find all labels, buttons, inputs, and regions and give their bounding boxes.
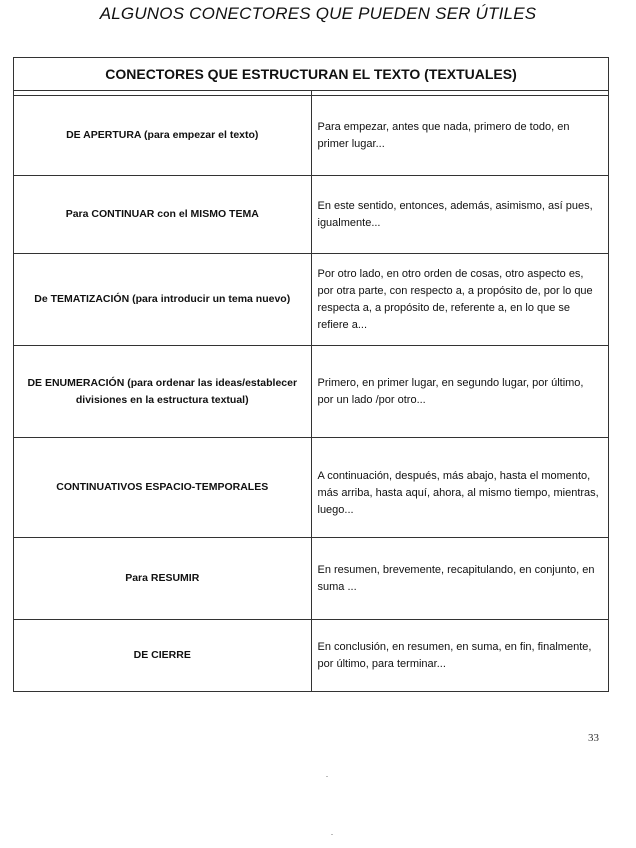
row-label-cierre: DE CIERRE — [14, 620, 312, 692]
row-label-enumeracion: DE ENUMERACIÓN (para ordenar las ideas/establecer divisiones en la estructura textual) — [14, 346, 312, 438]
row-value-cierre: En conclusión, en resumen, en suma, en fin, finalmente, por último, para terminar... — [311, 620, 609, 692]
page-number: 33 — [588, 732, 599, 744]
table-header-row — [14, 58, 609, 91]
table-row — [14, 438, 609, 538]
scan-speck — [326, 776, 328, 777]
row-value-continuar: En este sentido, entonces, además, asimismo, así pues, igualmente... — [311, 176, 609, 254]
table-row — [14, 254, 609, 346]
connectors-table — [13, 57, 609, 692]
row-value-tematizacion: Por otro lado, en otro orden de cosas, otro aspecto es, por otra parte, con respecto a, a propósito de, por lo que respecta a, a propósito de, referente a, en lo que se refiere a... — [311, 254, 609, 346]
table-row — [14, 346, 609, 438]
row-value-resumir: En resumen, brevemente, recapitulando, en conjunto, en suma ... — [311, 538, 609, 620]
row-label-tematizacion: De TEMATIZACIÓN (para introducir un tema nuevo) — [14, 254, 312, 346]
table-row — [14, 176, 609, 254]
row-label-resumir: Para RESUMIR — [14, 538, 312, 620]
row-label-continuativos: CONTINUATIVOS ESPACIO-TEMPORALES — [14, 438, 312, 538]
page-title: ALGUNOS CONECTORES QUE PUEDEN SER ÚTILES — [99, 4, 537, 23]
connectors-table-container — [13, 57, 609, 692]
row-value-apertura: Para empezar, antes que nada, primero de todo, en primer lugar... — [311, 96, 609, 176]
table-row — [14, 96, 609, 176]
row-label-continuar: Para CONTINUAR con el MISMO TEMA — [14, 176, 312, 254]
table-row — [14, 538, 609, 620]
row-value-enumeracion: Primero, en primer lugar, en segundo lugar, por último, por un lado /por otro... — [311, 346, 609, 438]
table-row — [14, 620, 609, 692]
row-label-apertura: DE APERTURA (para empezar el texto) — [14, 96, 312, 176]
table-header: CONECTORES QUE ESTRUCTURAN EL TEXTO (TEXTUALES) — [14, 58, 609, 91]
row-value-continuativos: A continuación, después, más abajo, hasta el momento, más arriba, hasta aquí, ahora, al mismo tiempo, mientras, luego... — [311, 438, 609, 538]
scan-speck — [331, 834, 333, 835]
